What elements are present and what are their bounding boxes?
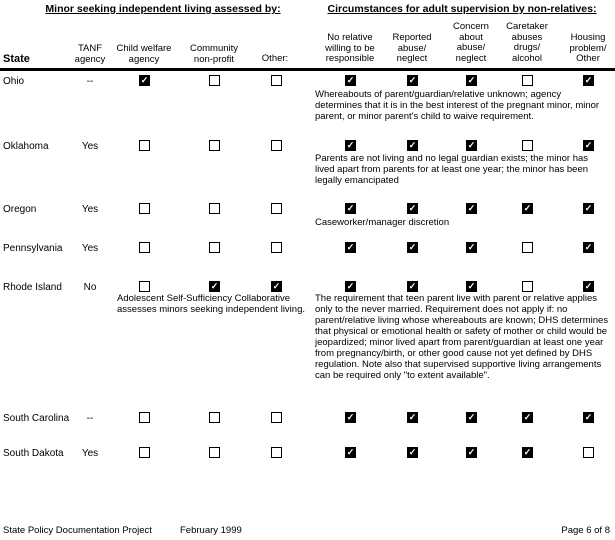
checkbox-south-dakota-child-welfare	[139, 447, 150, 458]
column-header-concern-abuse: Concern about abuse/ neglect	[453, 21, 489, 64]
checkbox-south-carolina-housing-other: ✓	[584, 412, 593, 422]
checkbox-south-dakota-concern-abuse: ✓	[467, 447, 476, 457]
checkbox-south-dakota-no-relative: ✓	[346, 447, 355, 457]
left-section-title: Minor seeking independent living assessed by:	[45, 3, 281, 15]
checkbox-south-dakota-caretaker-abuses: ✓	[523, 447, 532, 457]
column-header-caretaker-abuses: Caretaker abuses drugs/ alcohol	[506, 21, 548, 64]
checkbox-oregon-child-welfare	[139, 203, 150, 214]
checkbox-oklahoma-community-nonprofit	[209, 140, 220, 151]
checkbox-south-carolina-caretaker-abuses: ✓	[523, 412, 532, 422]
right-section-title: Circumstances for adult supervision by non-relatives:	[327, 3, 597, 15]
column-header-no-relative: No relative willing to be responsible	[325, 32, 375, 64]
note-oregon-supervision: Caseworker/manager discretion	[315, 217, 450, 228]
tanf-value-south-dakota: Yes	[81, 448, 99, 459]
checkbox-ohio-other	[271, 75, 282, 86]
state-label-oregon: Oregon	[3, 204, 37, 215]
state-label-south-carolina: South Carolina	[3, 413, 70, 424]
checkbox-oklahoma-other	[271, 140, 282, 151]
checkbox-oklahoma-no-relative: ✓	[346, 140, 355, 150]
checkbox-pennsylvania-child-welfare	[139, 242, 150, 253]
checkbox-oklahoma-concern-abuse: ✓	[467, 140, 476, 150]
checkbox-pennsylvania-other	[271, 242, 282, 253]
column-header-housing-other: Housing problem/ Other	[569, 32, 607, 64]
column-header-child-welfare-agency: Child welfare agency	[116, 43, 172, 65]
tanf-value-ohio: --	[86, 76, 94, 87]
checkbox-oregon-other	[271, 203, 282, 214]
checkbox-south-carolina-other	[271, 412, 282, 423]
checkbox-pennsylvania-community-nonprofit	[209, 242, 220, 253]
checkbox-rhode-island-no-relative: ✓	[346, 281, 355, 291]
note-rhode-island-assessment: Adolescent Self-Sufficiency Collaborative assesses minors seeking independent living.	[117, 293, 305, 315]
footer-page-number: Page 6 of 8	[561, 525, 610, 536]
tanf-value-pennsylvania: Yes	[81, 243, 99, 254]
checkbox-ohio-no-relative: ✓	[346, 75, 355, 85]
checkbox-rhode-island-housing-other: ✓	[584, 281, 593, 291]
checkbox-rhode-island-reported-abuse: ✓	[408, 281, 417, 291]
checkbox-rhode-island-concern-abuse: ✓	[467, 281, 476, 291]
checkbox-south-dakota-housing-other	[583, 447, 594, 458]
state-label-south-dakota: South Dakota	[3, 448, 64, 459]
checkbox-south-carolina-community-nonprofit	[209, 412, 220, 423]
checkbox-oregon-reported-abuse: ✓	[408, 203, 417, 213]
column-header-state: State	[3, 53, 30, 65]
checkbox-south-dakota-community-nonprofit	[209, 447, 220, 458]
checkbox-oklahoma-reported-abuse: ✓	[408, 140, 417, 150]
checkbox-pennsylvania-reported-abuse: ✓	[408, 242, 417, 252]
checkbox-pennsylvania-housing-other: ✓	[584, 242, 593, 252]
checkbox-south-carolina-child-welfare	[139, 412, 150, 423]
checkbox-oregon-caretaker-abuses: ✓	[523, 203, 532, 213]
checkbox-pennsylvania-concern-abuse: ✓	[467, 242, 476, 252]
footer-project-name: State Policy Documentation Project	[3, 525, 152, 536]
checkbox-rhode-island-child-welfare	[139, 281, 150, 292]
column-header-other: Other:	[261, 53, 289, 64]
checkbox-oklahoma-child-welfare	[139, 140, 150, 151]
checkbox-ohio-housing-other: ✓	[584, 75, 593, 85]
footer-date: February 1999	[180, 525, 242, 536]
checkbox-oregon-community-nonprofit	[209, 203, 220, 214]
note-rhode-island-supervision: The requirement that teen parent live with parent or relative applies only to the never married. Requirement does not apply if: no parent/relative living whose whereabouts are known; DHS determines that physical or emotional health or safety of mother or child would be jeopardized; minor lived apart from parent/guardian at least one year from pregnancy/birth, or other good cause not yet defined by DHS regulation. Note also that supervised supportive living arrangements can be required only "to extent available".	[315, 293, 609, 381]
checkbox-pennsylvania-caretaker-abuses	[522, 242, 533, 253]
checkbox-ohio-community-nonprofit	[209, 75, 220, 86]
column-header-reported-abuse: Reported abuse/ neglect	[392, 32, 432, 64]
column-header-community-nonprofit: Community non-profit	[189, 43, 239, 65]
note-ohio-supervision: Whereabouts of parent/guardian/relative unknown; agency determines that it is in the best interest of the pregnant minor, minor parent, or minor parent's child to waive requirement.	[315, 89, 600, 122]
column-header-tanf-agency: TANF agency	[74, 43, 106, 65]
checkbox-south-dakota-other	[271, 447, 282, 458]
checkbox-ohio-child-welfare: ✓	[140, 75, 149, 85]
tanf-value-rhode-island: No	[83, 282, 97, 293]
checkbox-oregon-concern-abuse: ✓	[467, 203, 476, 213]
tanf-value-oklahoma: Yes	[81, 141, 99, 152]
header-divider-rule	[0, 68, 615, 71]
checkbox-south-carolina-reported-abuse: ✓	[408, 412, 417, 422]
tanf-value-oregon: Yes	[81, 204, 99, 215]
checkbox-rhode-island-caretaker-abuses	[522, 281, 533, 292]
tanf-value-south-carolina: --	[86, 413, 94, 424]
state-label-oklahoma: Oklahoma	[3, 141, 49, 152]
checkbox-ohio-caretaker-abuses	[522, 75, 533, 86]
checkbox-ohio-reported-abuse: ✓	[408, 75, 417, 85]
checkbox-south-carolina-concern-abuse: ✓	[467, 412, 476, 422]
checkbox-oregon-no-relative: ✓	[346, 203, 355, 213]
state-label-ohio: Ohio	[3, 76, 25, 87]
checkbox-ohio-concern-abuse: ✓	[467, 75, 476, 85]
checkbox-oregon-housing-other: ✓	[584, 203, 593, 213]
checkbox-oklahoma-housing-other: ✓	[584, 140, 593, 150]
checkbox-south-carolina-no-relative: ✓	[346, 412, 355, 422]
checkbox-pennsylvania-no-relative: ✓	[346, 242, 355, 252]
checkbox-oklahoma-caretaker-abuses	[522, 140, 533, 151]
checkbox-rhode-island-community-nonprofit: ✓	[210, 281, 219, 291]
state-label-rhode-island: Rhode Island	[3, 282, 62, 293]
checkbox-rhode-island-other: ✓	[272, 281, 281, 291]
state-label-pennsylvania: Pennsylvania	[3, 243, 63, 254]
note-oklahoma-supervision: Parents are not living and no legal guardian exists; the minor has lived apart from parents for at least one year; the minor has been legally emancipated	[315, 153, 589, 186]
checkbox-south-dakota-reported-abuse: ✓	[408, 447, 417, 457]
